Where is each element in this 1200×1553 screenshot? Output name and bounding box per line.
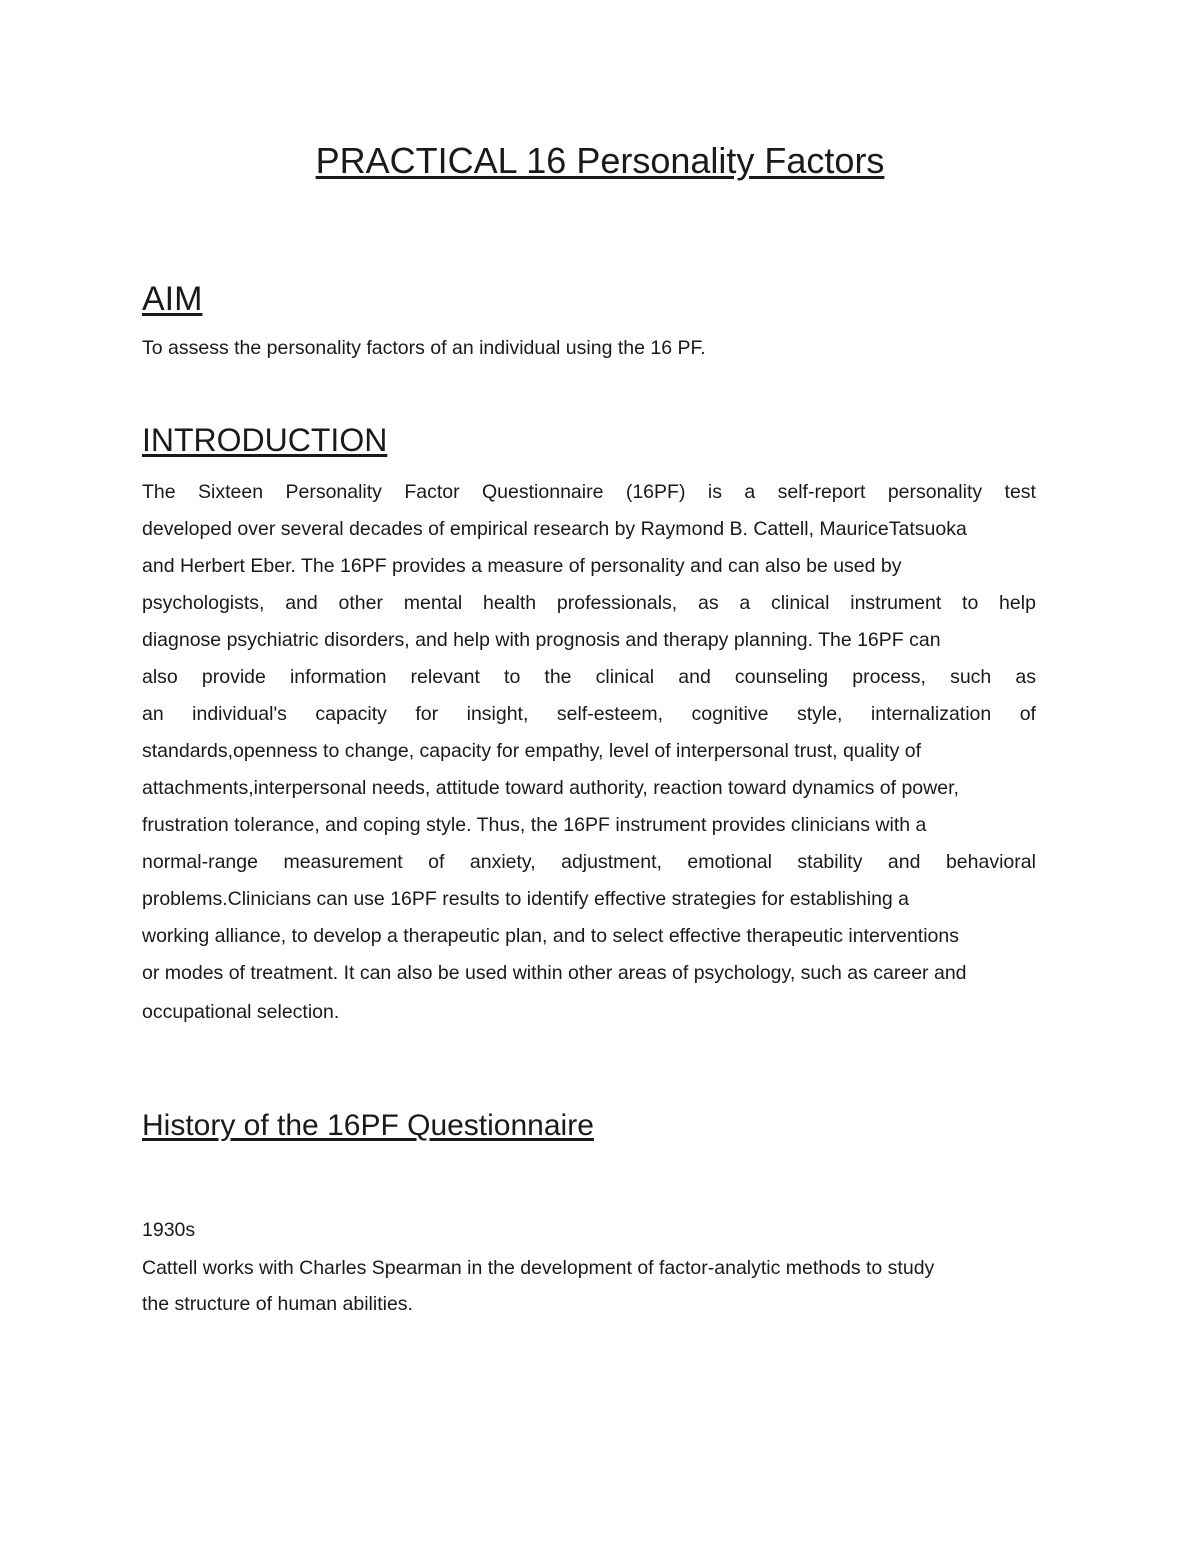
intro-line: frustration tolerance, and coping style. Thus, the 16PF instrument provides clinicians with a (142, 814, 927, 836)
word: is (707, 481, 722, 503)
intro-line: attachments,interpersonal needs, attitude toward authority, reaction toward dynamics of power, (142, 777, 959, 799)
word: psychologists, (142, 592, 265, 614)
word: behavioral (945, 851, 1036, 873)
word: information (289, 666, 387, 688)
word: to (504, 666, 521, 688)
word: capacity (315, 703, 387, 725)
word: also (142, 666, 178, 688)
word: insight, (466, 703, 529, 725)
word: test (1004, 481, 1036, 503)
word: self-esteem, (556, 703, 664, 725)
word: counseling (734, 666, 829, 688)
word: stability (797, 851, 863, 873)
word: process, (852, 666, 926, 688)
history-year: 1930s (142, 1219, 196, 1241)
word: measurement (283, 851, 403, 873)
introduction-heading: INTRODUCTION (142, 422, 388, 458)
word: individual's (192, 703, 287, 725)
word: an (142, 703, 164, 725)
word: a (739, 592, 751, 614)
word: personality (887, 481, 983, 503)
word: The (142, 481, 176, 503)
word: Personality (285, 481, 382, 503)
word: cognitive (691, 703, 769, 725)
word: and (887, 851, 921, 873)
word: instrument (850, 592, 942, 614)
intro-line: problems.Clinicians can use 16PF results to identify effective strategies for establishing a (142, 888, 910, 910)
word: other (338, 592, 383, 614)
history-entry-line: the structure of human abilities. (142, 1293, 413, 1315)
aim-text: To assess the personality factors of an individual using the 16 PF. (142, 337, 706, 359)
word: style, (796, 703, 843, 725)
word: self-report (777, 481, 866, 503)
word: Sixteen (198, 481, 264, 503)
word: of (1019, 703, 1036, 725)
word: a (744, 481, 756, 503)
intro-line: diagnose psychiatric disorders, and help with prognosis and therapy planning. The 16PF can (142, 629, 941, 651)
intro-line (142, 851, 1036, 874)
aim-heading: AIM (142, 280, 203, 318)
word: adjustment, (561, 851, 662, 873)
word: Questionnaire (482, 481, 604, 503)
word: (16PF) (625, 481, 686, 503)
intro-line (142, 666, 1036, 689)
word: health (483, 592, 537, 614)
word: for (415, 703, 439, 725)
word: professionals, (556, 592, 678, 614)
word: provide (201, 666, 266, 688)
word: the (544, 666, 572, 688)
word: internalization (870, 703, 992, 725)
intro-line: developed over several decades of empirical research by Raymond B. Cattell, MauriceTatsuoka (142, 518, 967, 540)
word: and (285, 592, 318, 614)
intro-line: standards,openness to change, capacity for empathy, level of interpersonal trust, quality of (142, 740, 922, 762)
intro-line (142, 481, 1036, 504)
intro-line (142, 703, 1036, 726)
word: emotional (687, 851, 772, 873)
intro-line: or modes of treatment. It can also be used within other areas of psychology, such as career and (142, 962, 967, 984)
word: relevant (410, 666, 480, 688)
word: clinical (770, 592, 830, 614)
word: mental (403, 592, 463, 614)
history-heading: History of the 16PF Questionnaire (142, 1109, 594, 1142)
intro-line (142, 592, 1036, 615)
word: and (678, 666, 711, 688)
intro-line: and Herbert Eber. The 16PF provides a measure of personality and can also be used by (142, 555, 902, 577)
intro-line: occupational selection. (142, 1001, 340, 1023)
history-entry-line: Cattell works with Charles Spearman in the development of factor-analytic methods to study (142, 1257, 935, 1279)
document-title: PRACTICAL 16 Personality Factors (315, 140, 885, 181)
word: of (428, 851, 445, 873)
word: Factor (404, 481, 460, 503)
word: as (1015, 666, 1036, 688)
word: anxiety, (469, 851, 536, 873)
word: clinical (595, 666, 655, 688)
intro-line: working alliance, to develop a therapeutic plan, and to select effective therapeutic interventions (142, 925, 959, 947)
word: such (950, 666, 992, 688)
word: to (962, 592, 979, 614)
word: help (999, 592, 1036, 614)
word: normal-range (142, 851, 258, 873)
word: as (697, 592, 719, 614)
